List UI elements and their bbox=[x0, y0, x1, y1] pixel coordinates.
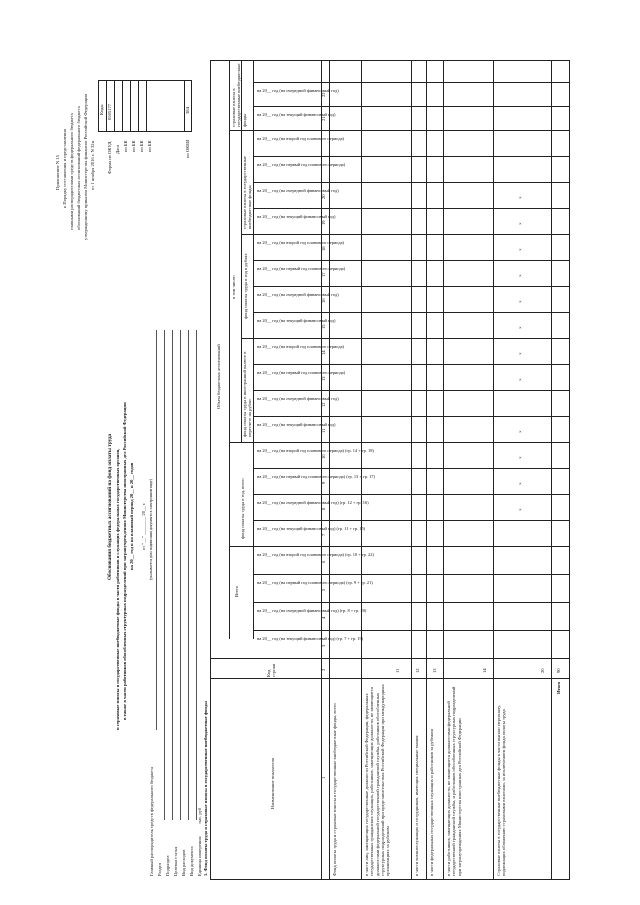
colnum: 18 bbox=[321, 246, 326, 251]
table-row-name: в части лиц, замещающих государственные должности Российской Федерации, федеральных государственных гражданских служащих, работников, замещающих должности, не являющиеся должностями федеральной государственной гражданской службы, работников обособленных структурных подразделений при представительствах Российской Федерации при международных организациях за рубежом bbox=[364, 684, 391, 876]
colnum: 21 bbox=[321, 116, 326, 121]
x-mark: × bbox=[519, 222, 524, 225]
colnum: 1 bbox=[321, 776, 326, 779]
table-row-name: в части работников, замещающих должности, не являющиеся должностями федеральной государственной гражданской службы, и работников обособленных структурных подразделений при загранучреждениях Министерства иностранных дел Российской Федерации bbox=[446, 686, 462, 876]
x-mark: × bbox=[519, 196, 524, 199]
codes-label: Коды bbox=[99, 104, 104, 115]
subcol-caption: на 20__ год (на первый год планового периода) bbox=[257, 162, 346, 167]
x-mark: × bbox=[519, 456, 524, 459]
colnum: 6 bbox=[321, 560, 326, 563]
form-title: Обоснования бюджетных ассигнований на фонд оплаты труда bbox=[107, 433, 113, 580]
appendix-line: Приложение N 15 bbox=[55, 155, 60, 190]
col-group-insur-sub: страховые взносы в государственные внебюджетные фонды bbox=[242, 156, 253, 229]
colnum: 12 bbox=[321, 402, 326, 407]
col-group-fot-rf: фонд оплаты труда в год в рублях bbox=[243, 253, 248, 319]
subcol-caption: на 20__ год (на текущий финансовый год) (гр. 11 + гр. 15) bbox=[257, 526, 366, 531]
x-mark: × bbox=[519, 326, 524, 329]
colnum: 3 bbox=[321, 644, 326, 647]
form-title-period: на 20__ год и на плановый период 20__ и 20__ годов bbox=[129, 462, 134, 570]
field-label: Вид расходов bbox=[181, 849, 186, 876]
x-mark: × bbox=[519, 352, 524, 355]
subcol-caption: на 20__ год (на текущий финансовый год) bbox=[257, 112, 336, 117]
field-label: Главный распорядитель средств федерального бюджета bbox=[149, 766, 154, 876]
bk-label: по БК bbox=[139, 140, 144, 152]
col-group-budget: Объем бюджетных ассигнований bbox=[216, 344, 221, 409]
table-row-code: 90 bbox=[556, 668, 561, 673]
form-date-caption: (указывается дата подписания документа в электронном виде) bbox=[149, 479, 153, 580]
subcol-caption: на 20__ год (на текущий финансовый год) bbox=[257, 318, 336, 323]
rotated-form-sheet bbox=[50, 60, 570, 880]
colnum: 7 bbox=[321, 533, 326, 536]
col-group-incl: в том числе: bbox=[231, 275, 236, 299]
okud-label: Форма по ОКУД bbox=[107, 141, 112, 174]
table-row-code: 13 bbox=[432, 668, 437, 673]
table-row-code: 14 bbox=[482, 668, 487, 673]
colnum: 8 bbox=[321, 507, 326, 510]
subcol-caption: на 20__ год (на текущий финансовый год) bbox=[257, 422, 336, 427]
col-group-fot-cur: фонд оплаты труда в иностранной валюте в пересчете на рубли bbox=[242, 351, 253, 437]
colnum: 14 bbox=[321, 350, 326, 355]
table-row-total-label: Итого bbox=[556, 681, 561, 694]
form-title-line: в также в части работников обособленных структурных подразделений при загранучреждениях Министерства иностранных дел Российской Федерации bbox=[122, 402, 127, 720]
subcol-caption: на 20__ год (на очередной финансовый год) bbox=[257, 88, 339, 93]
x-mark: × bbox=[519, 300, 524, 303]
col-header-code: Код строки bbox=[266, 663, 277, 677]
subcol-caption: на 20__ год (на очередной финансовый год) (гр. 12 + гр. 16) bbox=[257, 500, 369, 505]
appendix-line: утвержденному приказом Министерства финансов Российской Федерации bbox=[83, 94, 88, 240]
x-mark: × bbox=[519, 274, 524, 277]
date-label: Дата bbox=[115, 144, 120, 154]
bk-label: по БК bbox=[147, 140, 152, 152]
okei-label: по ОКЕИ bbox=[185, 139, 190, 158]
field-label: Подраздел bbox=[165, 855, 170, 876]
subcol-caption: на 20__ год (на второй год планового периода) (гр. 14 + гр. 18) bbox=[257, 448, 374, 453]
subcol-caption: на 20__ год (на первый год планового периода) (гр. 13 + гр. 17) bbox=[257, 474, 375, 479]
bk-label: по БК bbox=[123, 140, 128, 152]
subcol-caption: на 20__ год (на очередной финансовый год) bbox=[257, 292, 339, 297]
colnum: 4 bbox=[321, 616, 326, 619]
subcol-caption: на 20__ год (на очередной финансовый год) bbox=[257, 188, 339, 193]
field-label: Вид документа bbox=[189, 846, 194, 876]
appendix-line: к Порядку составления и представления bbox=[62, 129, 67, 208]
x-mark: × bbox=[519, 378, 524, 381]
bk-label: по БК bbox=[131, 140, 136, 152]
colnum: 2 bbox=[321, 668, 326, 671]
appendix-line: от 1 ноября 2016 г. N 32н bbox=[90, 140, 95, 190]
colnum: 11 bbox=[321, 428, 326, 433]
col-header-name: Наименование показателя bbox=[270, 758, 275, 809]
budget-table bbox=[210, 60, 570, 880]
field-value: тыс. руб bbox=[197, 807, 202, 824]
table-row-code: 12 bbox=[415, 668, 420, 673]
x-mark: × bbox=[519, 482, 524, 485]
subcol-caption: на 20__ год (на текущий финансовый год) (гр. 7 + гр. 19) bbox=[257, 636, 364, 641]
col-group-insur: страховые взносы в государственные внебюджетные фонды bbox=[231, 63, 247, 127]
col-group-fot-year: фонд оплаты труда в год, всего bbox=[240, 478, 245, 539]
colnum: 20 bbox=[321, 194, 326, 199]
subcol-caption: на 20__ год (на второй год планового периода) bbox=[257, 240, 344, 245]
subcol-caption: на 20__ год (на очередной финансовый год) (гр. 8 + гр. 20) bbox=[257, 608, 367, 613]
field-label: Единица измерения: bbox=[197, 836, 202, 876]
appendix-line: главными распорядителями средств федерального бюджета bbox=[69, 113, 74, 230]
colnum: 15 bbox=[321, 324, 326, 329]
form-date-line: от "__" ________ 20__ г. bbox=[141, 502, 146, 550]
form-title-line: и страховые взносы в государственные внебюджетные фонды в части работников и служащих федеральных государственных органов, bbox=[115, 448, 120, 730]
subcol-caption: на 20__ год (на первый год планового периода) bbox=[257, 370, 346, 375]
colnum: 13 bbox=[321, 376, 326, 381]
table-row-code: 20 bbox=[540, 668, 545, 673]
table-row-name: Страховые взносы в государственные внебюджетные фонды в части выплат персоналу, подлежащих обложению страховыми взносами, за исключением фонда оплаты труда bbox=[496, 704, 507, 876]
subcol-caption: на 20__ год (на очередной финансовый год) bbox=[257, 396, 339, 401]
colnum: 16 bbox=[321, 298, 326, 303]
table-row-name: в части военнослужащих и сотрудников, имеющих специальные звания bbox=[414, 735, 419, 876]
field-label: Раздел bbox=[157, 863, 162, 876]
subcol-caption: на 20__ год (на первый год планового периода) (гр. 9 + гр. 21) bbox=[257, 580, 373, 585]
subcol-caption: на 20__ год (на второй год планового периода) bbox=[257, 344, 344, 349]
subcol-caption: на 20__ год (на второй год планового периода) (гр. 10 + гр. 22) bbox=[257, 552, 374, 557]
subcol-caption: на 20__ год (на текущий финансовый год) bbox=[257, 214, 336, 219]
subcol-caption: на 20__ год (на первый год планового периода) bbox=[257, 266, 346, 271]
table-row-code: 11 bbox=[395, 668, 400, 673]
colnum: 10 bbox=[321, 454, 326, 459]
subcol-caption: на 20__ год (на второй год планового периода) bbox=[257, 136, 344, 141]
colnum: 17 bbox=[321, 272, 326, 277]
colnum: 5 bbox=[321, 588, 326, 591]
okud-value: 0505177 bbox=[107, 103, 112, 120]
field-label: Целевая статья bbox=[173, 846, 178, 876]
colnum: 19 bbox=[321, 220, 326, 225]
x-mark: × bbox=[519, 430, 524, 433]
colnum: 22 bbox=[321, 92, 326, 97]
x-mark: × bbox=[519, 248, 524, 251]
section-title: 1. Фонд оплаты труда и страховые взносы в государственные внебюджетные фонды bbox=[203, 701, 208, 876]
colnum: 9 bbox=[321, 481, 326, 484]
col-group-total: Всего bbox=[234, 585, 239, 597]
appendix-line: обоснований бюджетных ассигнований федерального бюджета bbox=[76, 106, 81, 230]
table-row-name: в части федеральных государственных служащих и работников за рубежом bbox=[429, 728, 434, 876]
x-mark: × bbox=[519, 508, 524, 511]
okei-value: 384 bbox=[185, 107, 190, 114]
table-row-name: Фонд оплаты труда и страховые взносы в государственные внебюджетные фонды, всего bbox=[332, 703, 337, 876]
